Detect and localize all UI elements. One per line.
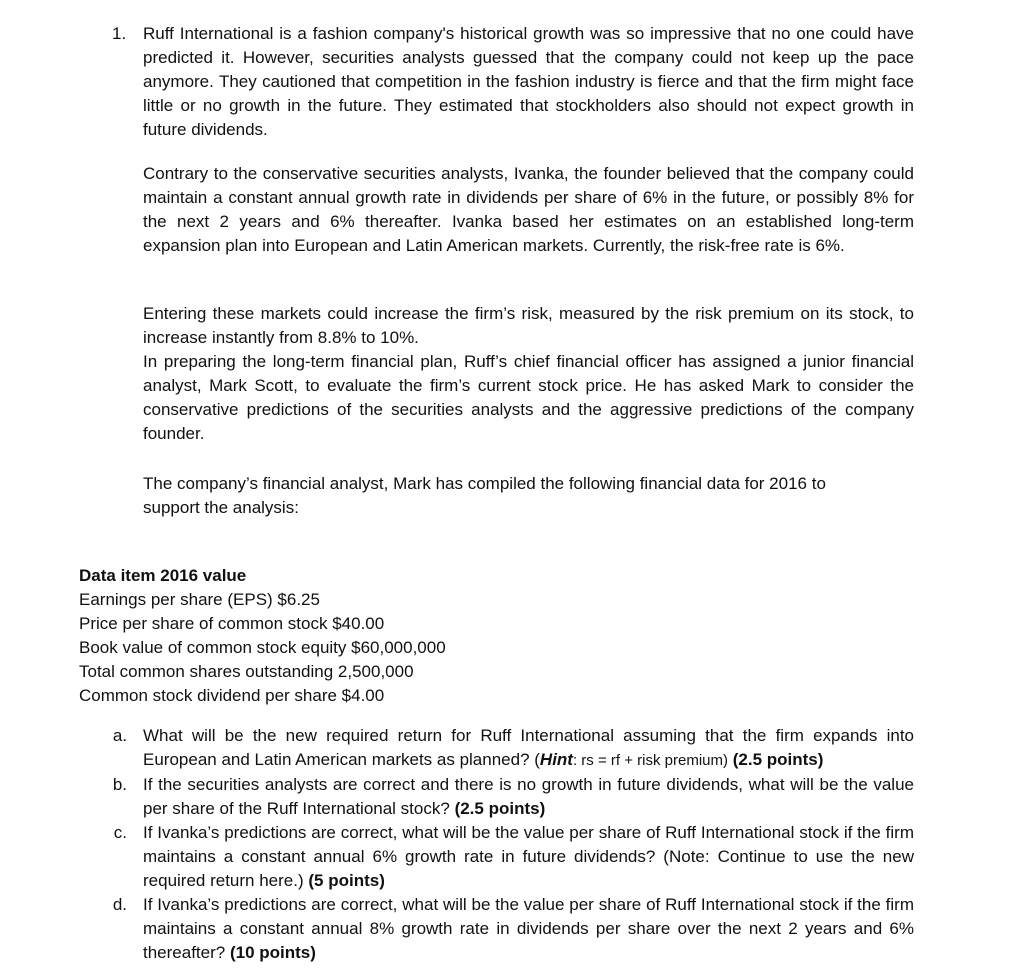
data-heading: Data item 2016 value <box>79 566 247 585</box>
financial-data-block <box>79 564 446 708</box>
question-text: What will be the new required return for Ruff International assuming that the firm expands into European and Latin American markets as planned? ( <box>143 726 914 769</box>
question-points: (10 points) <box>229 943 316 962</box>
question-c <box>113 821 914 893</box>
question-points: (2.5 points) <box>732 750 824 769</box>
question-b <box>112 773 914 821</box>
question-a <box>112 724 914 773</box>
plan-paragraph: In preparing the long-term financial plan, Ruff’s chief financial officer has assigned a junior financial analyst, Mark Scott, to evaluate the firm’s current stock price. He has asked Mark to consider the conservative predictions of the securities analysts and the aggressive predictions of the company founder. <box>143 352 914 443</box>
risk-paragraph: Entering these markets could increase the firm’s risk, measured by the risk premium on its stock, to increase instantly from 8.8% to 10%. <box>143 304 914 347</box>
question-text: If the securities analysts are correct and there is no growth in future dividends, what will be the value per share of the Ruff International stock? <box>143 775 914 818</box>
data-row-price: Price per share of common stock $40.00 <box>79 614 385 633</box>
question-text: If Ivanka’s predictions are correct, what will be the value per share of Ruff International stock if the firm maintains a constant annual 8% growth rate in dividends per share over the next 2 years and 6% thereafter? <box>143 895 914 962</box>
data-row-eps: Earnings per share (EPS) $6.25 <box>79 590 320 609</box>
question-letter: b. <box>112 775 127 794</box>
question-letter: a. <box>112 726 127 745</box>
question-letter: d. <box>112 895 127 914</box>
question-number: 1. <box>112 24 127 43</box>
founder-paragraph: Contrary to the conservative securities analysts, Ivanka, the founder believed that the company could maintain a constant annual growth rate in dividends per share of 6% in the future, or possibly 8% for the next 2 years and 6% thereafter. Ivanka based her estimates on an established long-term expansion plan into European and Latin American markets. Currently, the risk-free rate is 6%. <box>143 164 914 255</box>
data-row-book-value: Book value of common stock equity $60,000,000 <box>79 638 446 657</box>
data-intro-paragraph: The company’s financial analyst, Mark has compiled the following financial data for 2016 to support the analysis: <box>143 474 826 517</box>
question-text: If Ivanka’s predictions are correct, what will be the value per share of Ruff International stock if the firm maintains a constant annual 6% growth rate in future dividends? (Note: Continue to use the new required return here.) <box>143 823 914 890</box>
data-row-shares: Total common shares outstanding 2,500,000 <box>79 662 414 681</box>
question-points: (2.5 points) <box>454 799 546 818</box>
hint-text: : rs = rf + risk premium) <box>572 752 728 769</box>
question-d <box>112 893 914 965</box>
hint-label: Hint <box>539 750 573 769</box>
data-row-dividend: Common stock dividend per share $4.00 <box>79 686 385 705</box>
question-list <box>112 724 914 965</box>
question-points: (5 points) <box>308 871 385 890</box>
question-letter: c. <box>113 823 127 842</box>
intro-paragraph: Ruff International is a fashion company's historical growth was so impressive that no one could have predicted it. However, securities analysts guessed that the company could not keep up the pace anymore. They cautioned that competition in the fashion industry is fierce and that the firm might face little or no growth in the future. They estimated that stockholders also should not expect growth in future dividends. <box>143 24 914 139</box>
